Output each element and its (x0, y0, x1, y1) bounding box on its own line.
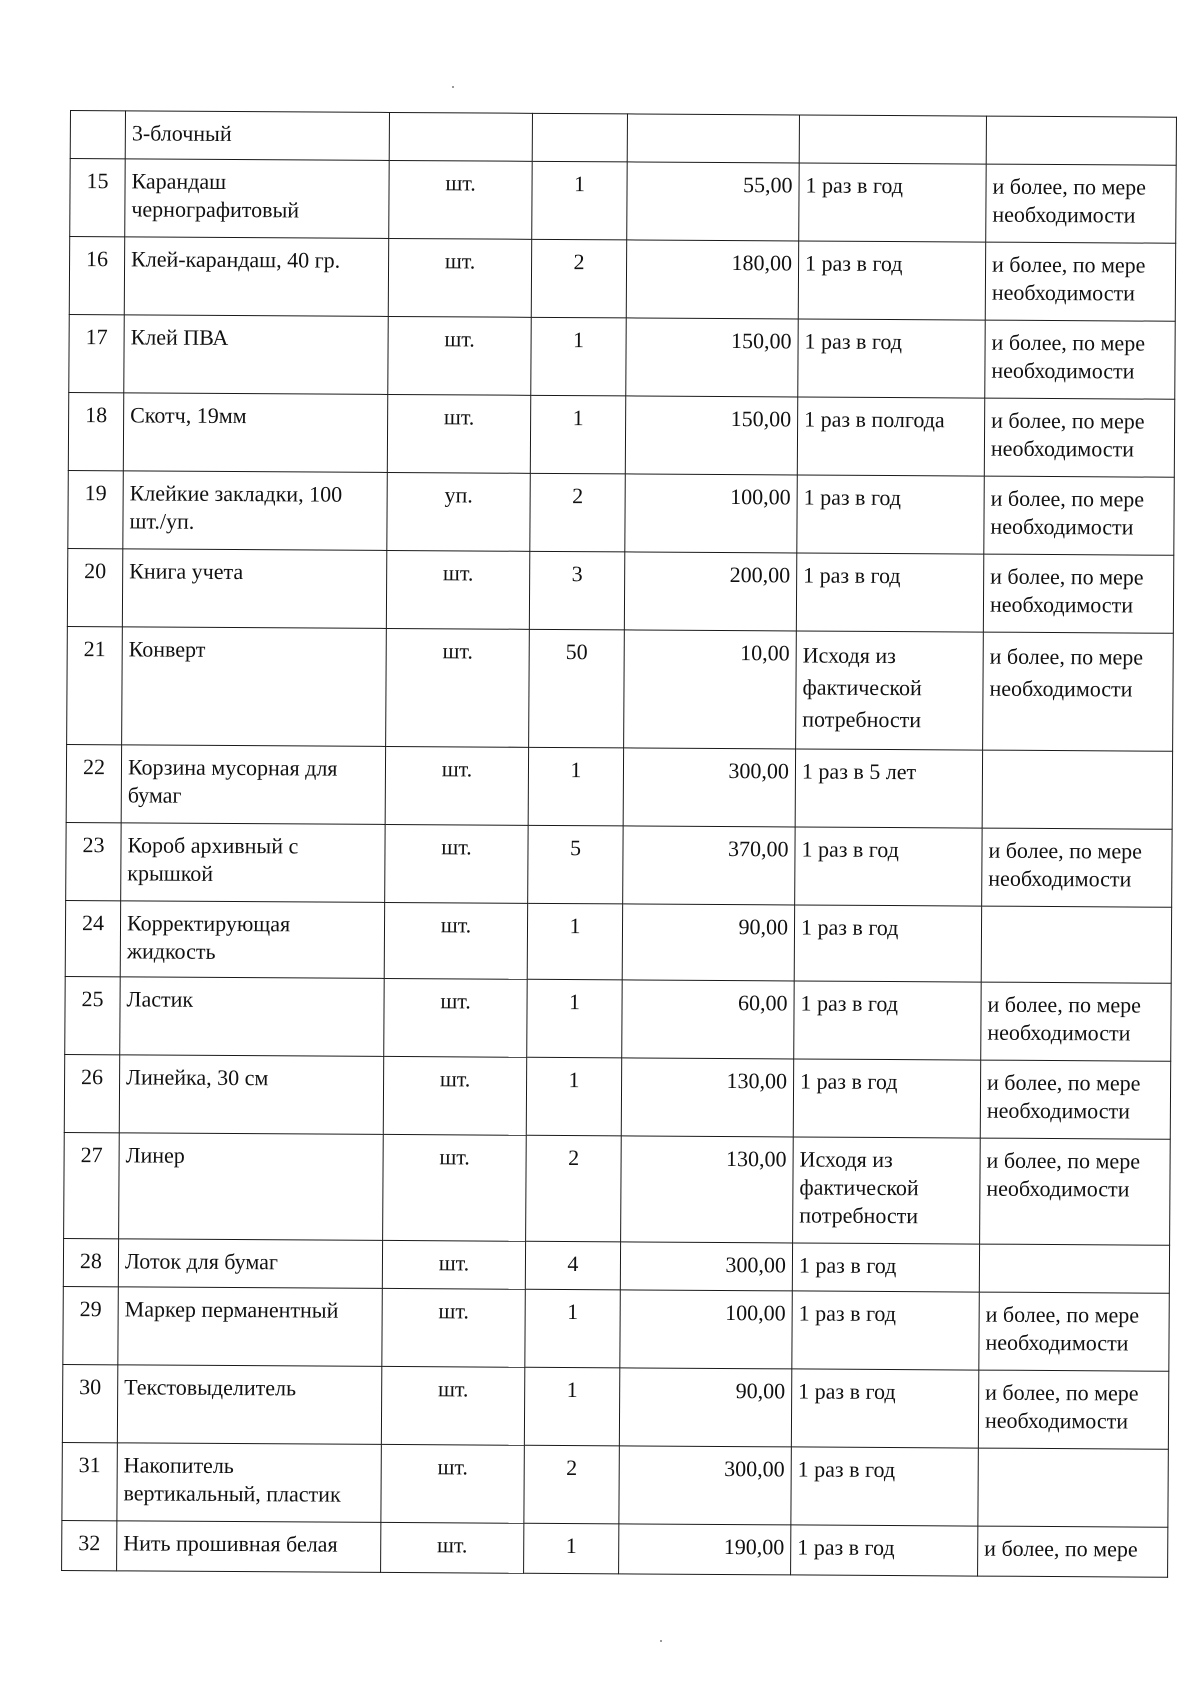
cell-number: 26 (64, 1054, 119, 1132)
cell-item-name: Корзина мусорная для бумаг (121, 745, 385, 825)
cell-item-name: Линер (119, 1133, 384, 1241)
cell-note: и более, по мере необходимости (981, 982, 1171, 1061)
cell-frequency: 1 раз в год (791, 1369, 978, 1448)
cell-unit: шт. (386, 628, 530, 747)
cell-number: 24 (65, 900, 120, 976)
cell-price: 180,00 (626, 240, 798, 319)
cell-number: 29 (63, 1286, 118, 1364)
table-row (62, 1520, 1168, 1577)
table-row (65, 900, 1171, 983)
cell-item-name: Клей ПВА (124, 315, 388, 395)
cell-number: 20 (67, 548, 122, 626)
cell-number: 16 (69, 237, 124, 315)
table-row (66, 822, 1172, 907)
cell-frequency: Исходя из фактической потребности (793, 1137, 981, 1244)
cell-price: 300,00 (623, 748, 795, 827)
cell-number: 23 (66, 822, 121, 900)
cell-note: и более, по мере необходимости (984, 476, 1174, 555)
cell-quantity: 1 (531, 317, 626, 396)
cell-frequency: 1 раз в год (791, 1447, 978, 1526)
cell-frequency: 1 раз в год (797, 475, 984, 554)
cell-frequency: 1 раз в год (795, 827, 982, 906)
cell-note (986, 116, 1176, 165)
cell-number: 19 (68, 470, 123, 548)
cell-item-name: Корректирующая жидкость (120, 901, 384, 979)
cell-unit: шт. (381, 1522, 524, 1573)
cell-unit (389, 112, 532, 161)
table-row (62, 1442, 1168, 1527)
table-row (70, 111, 1176, 166)
cell-unit: уп. (387, 472, 530, 551)
table-row (66, 744, 1172, 829)
cell-note: и более, по мере необходимости (985, 242, 1175, 321)
cell-note: и более, по мере необходимости (983, 554, 1173, 633)
cell-quantity: 1 (526, 1057, 621, 1136)
cell-item-name: Ластик (120, 977, 384, 1057)
cell-frequency: 1 раз в год (792, 1243, 979, 1292)
cell-quantity (532, 113, 627, 162)
cell-number: 28 (63, 1238, 118, 1286)
cell-note: и более, по мере необходимости (980, 1060, 1170, 1139)
table-row (69, 237, 1175, 322)
cell-price: 60,00 (622, 980, 794, 1059)
cell-unit: шт. (387, 394, 530, 473)
cell-number: 17 (69, 314, 124, 392)
cell-price: 100,00 (625, 474, 797, 553)
cell-quantity: 50 (529, 629, 625, 748)
cell-price: 150,00 (625, 396, 797, 475)
cell-quantity: 1 (528, 747, 623, 826)
cell-unit: шт. (381, 1444, 524, 1523)
table-row (69, 314, 1175, 399)
cell-price: 90,00 (622, 904, 794, 981)
cell-note (978, 1448, 1168, 1527)
cell-item-name: Клей-карандаш, 40 гр. (124, 237, 388, 317)
cell-number (70, 111, 125, 159)
cell-note: и более, по мере необходимости (985, 320, 1175, 399)
cell-item-name: Книга учета (122, 549, 386, 629)
cell-price: 100,00 (620, 1290, 792, 1369)
cell-unit: шт. (383, 1056, 526, 1135)
cell-note: и более, по мере (978, 1526, 1168, 1577)
cell-quantity: 1 (532, 161, 627, 240)
cell-quantity: 1 (524, 1523, 619, 1574)
cell-item-name: Накопитель вертикальный, пластик (117, 1443, 381, 1523)
cell-quantity: 2 (524, 1445, 619, 1524)
cell-number: 31 (62, 1442, 117, 1520)
cell-item-name: Клейкие закладки, 100 шт./уп. (123, 471, 387, 551)
cell-unit: шт. (385, 746, 528, 825)
cell-note: и более, по мере необходимости (979, 1292, 1169, 1371)
cell-frequency: 1 раз в полгода (797, 397, 984, 476)
cell-unit: шт. (389, 160, 532, 239)
cell-quantity: 1 (527, 903, 622, 980)
cell-number: 27 (64, 1132, 120, 1238)
cell-number: 22 (66, 744, 121, 822)
cell-note: и более, по мере необходимости (978, 1370, 1168, 1449)
table-row (70, 159, 1176, 244)
cell-number: 25 (65, 976, 120, 1054)
cell-frequency: 1 раз в год (798, 241, 985, 320)
cell-unit: шт. (385, 824, 528, 903)
table-row (68, 470, 1174, 555)
cell-unit: шт. (388, 316, 531, 395)
table-row (67, 548, 1173, 633)
table-row (65, 976, 1171, 1061)
table-row (67, 626, 1174, 751)
cell-item-name: Скотч, 19мм (123, 393, 387, 473)
cell-frequency: 1 раз в год (791, 1525, 978, 1576)
cell-item-name: Маркер перманентный (118, 1287, 382, 1367)
cell-item-name: Конверт (122, 627, 387, 747)
cell-price: 150,00 (626, 318, 798, 397)
cell-item-name: 3-блочный (125, 111, 389, 161)
cell-frequency: 1 раз в год (796, 553, 983, 632)
cell-frequency: 1 раз в год (799, 163, 986, 242)
cell-unit: шт. (384, 978, 527, 1057)
cell-item-name: Карандаш чернографитовый (125, 159, 389, 239)
cell-frequency: 1 раз в год (798, 319, 985, 398)
cell-quantity: 1 (527, 979, 622, 1058)
cell-number: 21 (67, 626, 123, 744)
table-row (63, 1238, 1169, 1293)
table-row (63, 1286, 1169, 1371)
cell-note: и более, по мере необходимости (986, 164, 1176, 243)
cell-price: 130,00 (621, 1136, 794, 1243)
cell-price: 55,00 (627, 162, 799, 241)
cell-note (981, 906, 1171, 983)
cell-unit: шт. (382, 1288, 525, 1367)
cell-quantity: 1 (524, 1367, 619, 1446)
cell-frequency: 1 раз в год (794, 905, 981, 982)
cell-quantity: 2 (531, 239, 626, 318)
cell-quantity: 4 (525, 1241, 620, 1290)
cell-price: 130,00 (621, 1058, 793, 1137)
cell-note: и более, по мере необходимости (982, 828, 1172, 907)
cell-quantity: 2 (526, 1135, 622, 1242)
cell-unit: шт. (383, 1134, 527, 1241)
cell-unit: шт. (384, 902, 527, 979)
table-body (62, 111, 1177, 1578)
cell-number: 32 (62, 1520, 117, 1570)
cell-unit: шт. (382, 1240, 525, 1289)
table-row (64, 1054, 1170, 1139)
cell-price: 370,00 (623, 826, 795, 905)
cell-frequency (799, 115, 986, 164)
cell-number: 30 (62, 1364, 117, 1442)
cell-quantity: 1 (525, 1289, 620, 1368)
cell-unit: шт. (381, 1366, 524, 1445)
cell-quantity: 3 (529, 551, 624, 630)
table-row (64, 1132, 1171, 1245)
cell-quantity: 5 (528, 825, 623, 904)
cell-item-name: Лоток для бумаг (118, 1239, 382, 1289)
cell-price: 300,00 (620, 1242, 792, 1291)
cell-number: 18 (68, 392, 123, 470)
cell-price: 90,00 (619, 1368, 791, 1447)
cell-item-name: Короб архивный с крышкой (121, 823, 385, 903)
cell-number: 15 (70, 159, 125, 237)
cell-frequency: 1 раз в год (792, 1291, 979, 1370)
cell-note: и более, по мере необходимости (980, 1138, 1171, 1245)
cell-item-name: Линейка, 30 см (119, 1055, 383, 1135)
cell-note (979, 1244, 1169, 1293)
cell-quantity: 2 (530, 473, 625, 552)
cell-quantity: 1 (530, 395, 625, 474)
cell-unit: шт. (386, 550, 529, 629)
supplies-table (61, 110, 1177, 1578)
cell-price: 190,00 (619, 1524, 791, 1575)
scan-speck (452, 86, 454, 88)
cell-frequency: 1 раз в год (794, 981, 981, 1060)
cell-note: и более, по мере необходимости (983, 632, 1174, 751)
cell-frequency: 1 раз в год (793, 1059, 980, 1138)
cell-price: 200,00 (624, 552, 796, 631)
cell-price (627, 114, 799, 163)
cell-note (982, 750, 1172, 829)
table-row (62, 1364, 1168, 1449)
cell-price: 10,00 (624, 630, 797, 749)
table-row (68, 392, 1174, 477)
cell-note: и более, по мере необходимости (984, 398, 1174, 477)
scan-speck (660, 1640, 662, 1642)
cell-item-name: Текстовыделитель (117, 1365, 381, 1445)
cell-price: 300,00 (619, 1446, 791, 1525)
cell-frequency: 1 раз в 5 лет (795, 749, 982, 828)
cell-frequency: Исходя из фактической потребности (796, 631, 984, 750)
cell-unit: шт. (388, 238, 531, 317)
cell-item-name: Нить прошивная белая (117, 1521, 381, 1573)
